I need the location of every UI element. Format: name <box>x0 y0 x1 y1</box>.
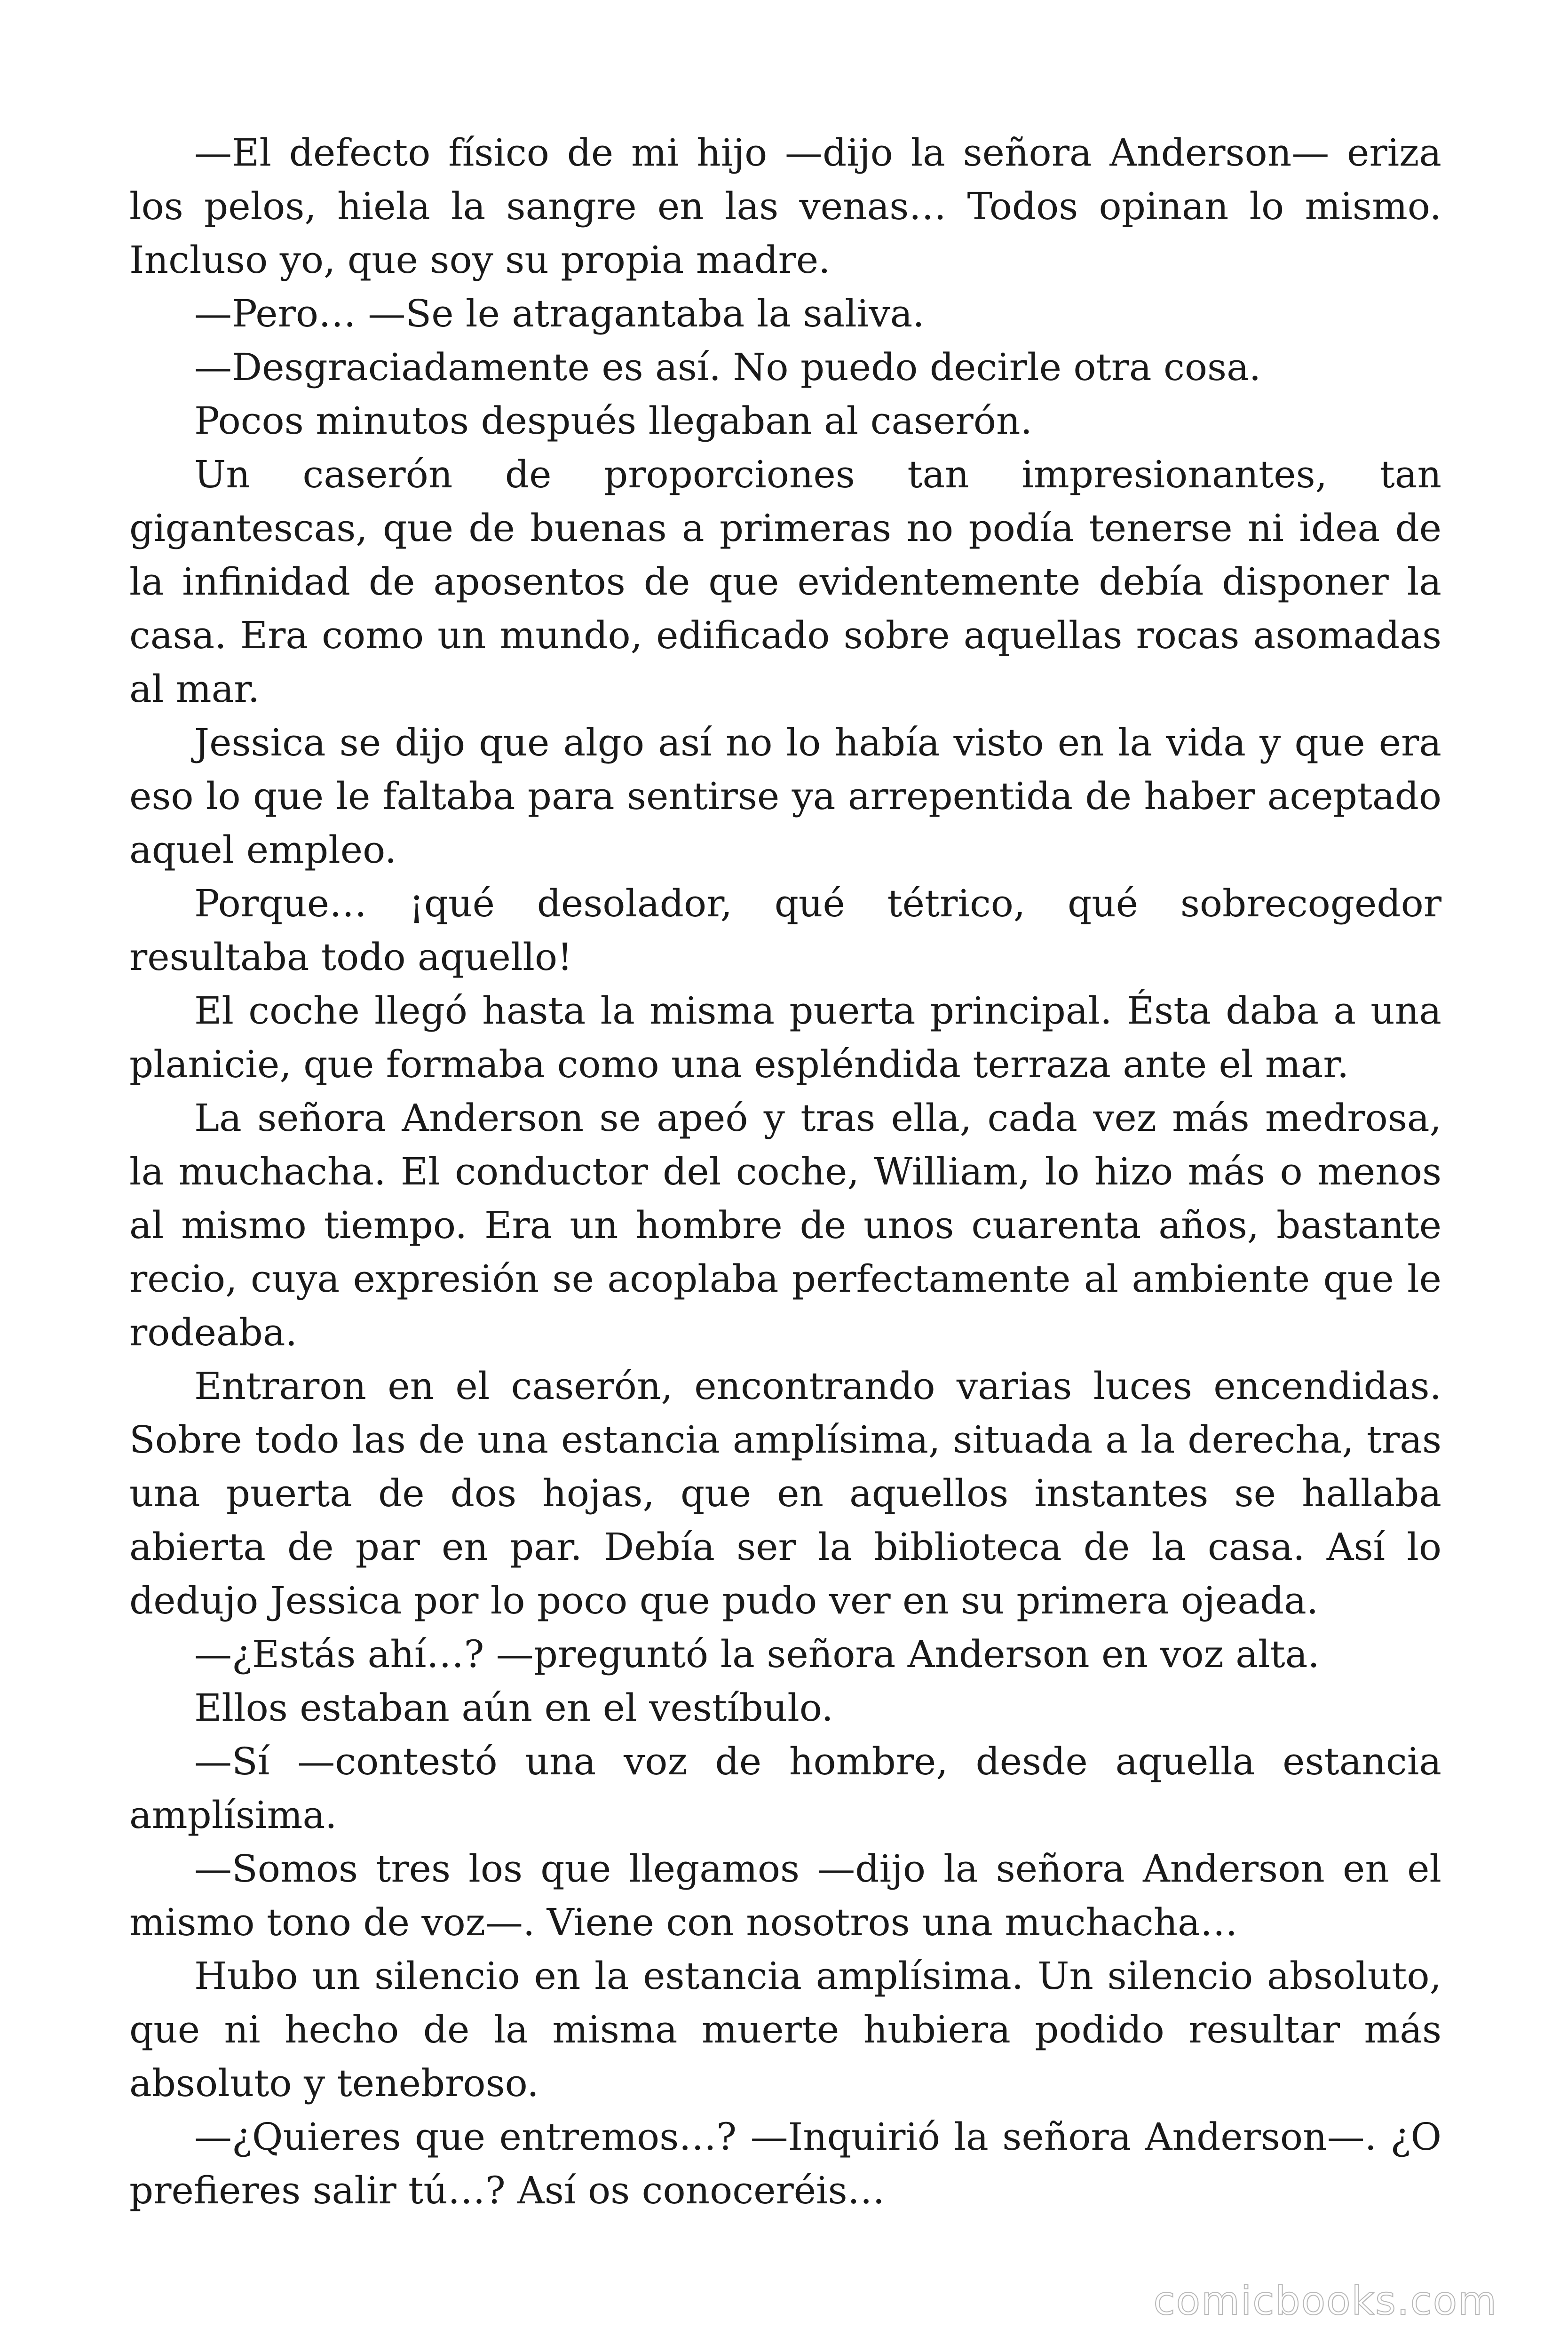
paragraph: Pocos minutos después llegaban al caserón. <box>194 399 1032 443</box>
paragraph: Ellos estaban aún en el vestíbulo. <box>194 1686 833 1730</box>
paragraph: —¿Estás ahí…? —preguntó la señora Anderson en voz alta. <box>194 1632 1320 1676</box>
paragraph: —Somos tres los que llegamos —dijo la señora Anderson en el mismo tono de voz—. Viene con nosotros una muchacha… <box>129 1847 1441 1944</box>
paragraph: —¿Quieres que entremos…? —Inquirió la señora Anderson—. ¿O prefieres salir tú…? Así os conoceréis… <box>129 2115 1441 2212</box>
paragraph: —Desgraciadamente es así. No puedo decirle otra cosa. <box>194 345 1261 389</box>
paragraph: Entraron en el caserón, encontrando varias luces encendidas. Sobre todo las de una estancia amplísima, situada a la derecha, tras una puerta de dos hojas, que en aquellos instantes se hallaba abierta de par en par. Debía ser la biblioteca de la casa. Así lo dedujo Jessica por lo poco que pudo ver en su primera ojeada. <box>129 1364 1441 1622</box>
paragraph: Un caserón de proporciones tan impresionantes, tan gigantescas, que de buenas a primeras no podía tenerse ni idea de la infinidad de aposentos de que evidentemente debía disponer la casa. Era como un mundo, edificado sobre aquellas rocas asomadas al mar. <box>129 453 1441 711</box>
paragraph: —El defecto físico de mi hijo —dijo la señora Anderson— eriza los pelos, hiela la sangre en las venas… Todos opinan lo mismo. Incluso yo, que soy su propia madre. <box>129 131 1441 282</box>
paragraph: —Pero… —Se le atragantaba la saliva. <box>194 292 925 335</box>
paragraph: —Sí —contestó una voz de hombre, desde aquella estancia amplísima. <box>129 1740 1441 1837</box>
paragraph: El coche llegó hasta la misma puerta principal. Ésta daba a una planicie, que formaba como una espléndida terraza ante el mar. <box>129 989 1441 1086</box>
paragraph: Porque… ¡qué desolador, qué tétrico, qué sobrecogedor resultaba todo aquello! <box>129 882 1441 979</box>
paragraph: Jessica se dijo que algo así no lo había visto en la vida y que era eso lo que le faltaba para sentirse ya arrepentida de haber aceptado aquel empleo. <box>129 721 1441 872</box>
book-page-text <box>129 126 1441 2217</box>
paragraph: La señora Anderson se apeó y tras ella, cada vez más medrosa, la muchacha. El conductor del coche, William, lo hizo más o menos al mismo tiempo. Era un hombre de unos cuarenta años, bastante recio, cuya expresión se acoplaba perfectamente al ambiente que le rodeaba. <box>129 1096 1441 1354</box>
watermark: comicbooks.com <box>1153 2278 1497 2324</box>
paragraph: Hubo un silencio en la estancia amplísima. Un silencio absoluto, que ni hecho de la misma muerte hubiera podido resultar más absoluto y tenebroso. <box>129 1954 1441 2105</box>
